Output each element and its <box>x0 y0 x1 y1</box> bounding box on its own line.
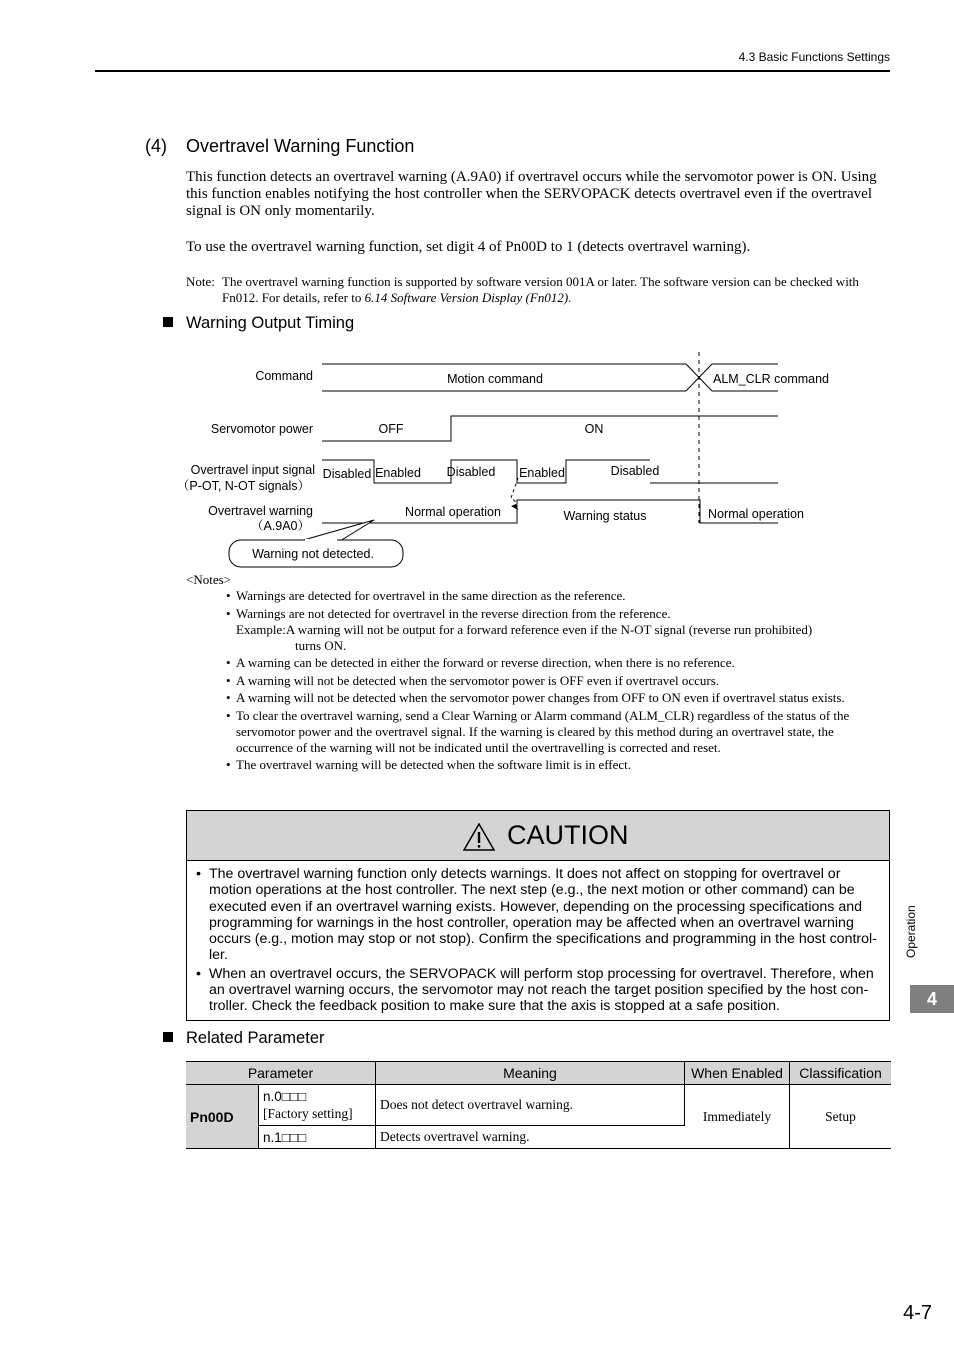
caution-list <box>187 866 889 1015</box>
notes-example-cont: turns ON. <box>295 637 347 653</box>
square-bullet-icon <box>163 317 173 327</box>
meaning-cell: Detects overtravel warning. <box>376 1126 685 1149</box>
list-item: • Warnings are detected for overtravel in the same direction as the reference. <box>226 588 626 603</box>
text-warning-status: Warning status <box>563 509 647 523</box>
table-row: n.0□□□ [Factory setting] <box>259 1085 376 1126</box>
section-number: (4) <box>145 136 167 156</box>
text-on: ON <box>584 422 604 436</box>
when-enabled-cell: Immediately <box>685 1085 790 1149</box>
text-normal-operation-2: Normal operation <box>708 507 804 521</box>
note-text: The overtravel warning function is supported by software version 001A or later. The software version can be checked with Fn012. For details, refer to <box>222 274 859 305</box>
label-servomotor-power: Servomotor power <box>210 422 313 436</box>
label-command: Command <box>255 369 313 383</box>
caution-box <box>186 810 890 1021</box>
subhead-related-parameter: Related Parameter <box>163 1029 325 1048</box>
header-rule <box>95 70 890 72</box>
notes-heading: <Notes> <box>186 572 231 587</box>
setting-paragraph: To use the overtravel warning function, set digit 4 of Pn00D to 1 (detects overtravel warning). <box>186 239 751 255</box>
label-overtravel-signals: （P-OT, N-OT signals） <box>176 479 310 493</box>
text-normal-operation-1: Normal operation <box>405 505 501 519</box>
list-item: • When an overtravel occurs, the SERVOPACK will perform stop processing for overtravel. Therefore, when an overtravel warning occurs, the servomotor may not reach the target position specified by the host con-troller. Check the feedback position to make sure that the axis is stopped at a safe position. <box>196 965 874 1015</box>
label-overtravel-warning: Overtravel warning <box>208 504 313 518</box>
meaning-cell: Does not detect overtravel warning. <box>376 1085 685 1126</box>
text-disabled-2: Disabled <box>446 465 496 479</box>
square-bullet-icon <box>163 1032 173 1042</box>
header-when-enabled: When Enabled <box>685 1062 790 1085</box>
notes-example: Example:A warning will not be output for a forward reference even if the N-OT signal (reverse run prohibited) <box>236 621 813 637</box>
header-meaning: Meaning <box>376 1062 685 1085</box>
caution-title: CAUTION <box>507 820 629 850</box>
text-off: OFF <box>378 422 404 436</box>
section-title <box>145 136 414 157</box>
list-item: • The overtravel warning function only detects warnings. It does not affect on stopping for overtravel or motion operations at the host controller. The next step (e.g., the next motion or other command) can be executed even if an overtravel warning exists. However, depending on the processing specifications and programming for warnings in the host controller, operation may be affected when an overtravel warning occurs (e.g., motion may stop or not stop). Confirm the specifications and programming in the host control-ler. <box>196 866 877 964</box>
header-parameter: Parameter <box>186 1062 376 1085</box>
table-row: n.1□□□ <box>259 1126 376 1149</box>
classification-cell: Setup <box>790 1085 892 1149</box>
caution-header <box>187 811 889 861</box>
text-alm-clr-command: ALM_CLR command <box>712 372 830 386</box>
note-reference-link[interactable]: 6.14 Software Version Display (Fn012) <box>364 290 569 305</box>
param-name-cell: Pn00D <box>186 1085 259 1149</box>
running-header: 4.3 Basic Functions Settings <box>738 50 890 64</box>
text-motion-command: Motion command <box>447 372 543 386</box>
intro-paragraph: This function detects an overtravel warning (A.9A0) if overtravel occurs while the servomotor power is ON. Using this function enables notifying the host controller when the SERVOPACK detects overtravel even if the overtravel signal is ON only momentarily. <box>186 169 877 219</box>
text-disabled-1: Disabled <box>322 467 372 481</box>
warning-timing-diagram <box>0 340 954 572</box>
notes-block <box>186 572 892 775</box>
text-enabled-2: Enabled <box>519 466 565 480</box>
label-overtravel-input: Overtravel input signal <box>190 463 315 477</box>
note-label: Note: <box>186 274 215 289</box>
chapter-tab: 4 <box>910 985 954 1013</box>
notes-list <box>186 588 892 622</box>
text-warning-not-detected: Warning not detected. <box>252 547 374 561</box>
subhead-warning-output-timing: Warning Output Timing <box>163 314 354 333</box>
list-item: • A warning can be detected in either the forward or reverse direction, when there is no reference. <box>226 655 735 670</box>
header-classification: Classification <box>790 1062 892 1085</box>
side-section-label: Operation <box>904 905 918 958</box>
page-number: 4-7 <box>903 1302 932 1324</box>
list-item: • The overtravel warning will be detected when the software limit is in effect. <box>226 757 632 772</box>
warning-triangle-icon <box>462 822 496 852</box>
parameter-table <box>186 1061 891 1149</box>
list-item: • A warning will not be detected when the servomotor power is OFF even if overtravel occurs. <box>226 672 720 688</box>
text-enabled-1: Enabled <box>375 466 421 480</box>
section-title-text: Overtravel Warning Function <box>186 136 415 156</box>
list-item: • A warning will not be detected when the servomotor power changes from OFF to ON even if overtravel status exists. <box>226 690 845 705</box>
list-item: • To clear the overtravel warning, send a Clear Warning or Alarm command (ALM_CLR) regardless of the status of the servomotor power and the overtravel signal. If the warning is cleared by this method during an overtravel state, the occurrence of the warning will not be indicated until the overtravelling is corrected and reset. <box>226 707 850 755</box>
list-item: • Warnings are not detected for overtravel in the reverse direction from the reference. <box>226 605 671 621</box>
text-disabled-3: Disabled <box>610 464 660 478</box>
label-warning-code: （A.9A0） <box>250 519 310 533</box>
version-note: Note: The overtravel warning function is supported by software version 001A or later. The software version can be checked with Fn012. For details, refer to 6.14 Software Version Display (Fn012). <box>186 274 859 305</box>
